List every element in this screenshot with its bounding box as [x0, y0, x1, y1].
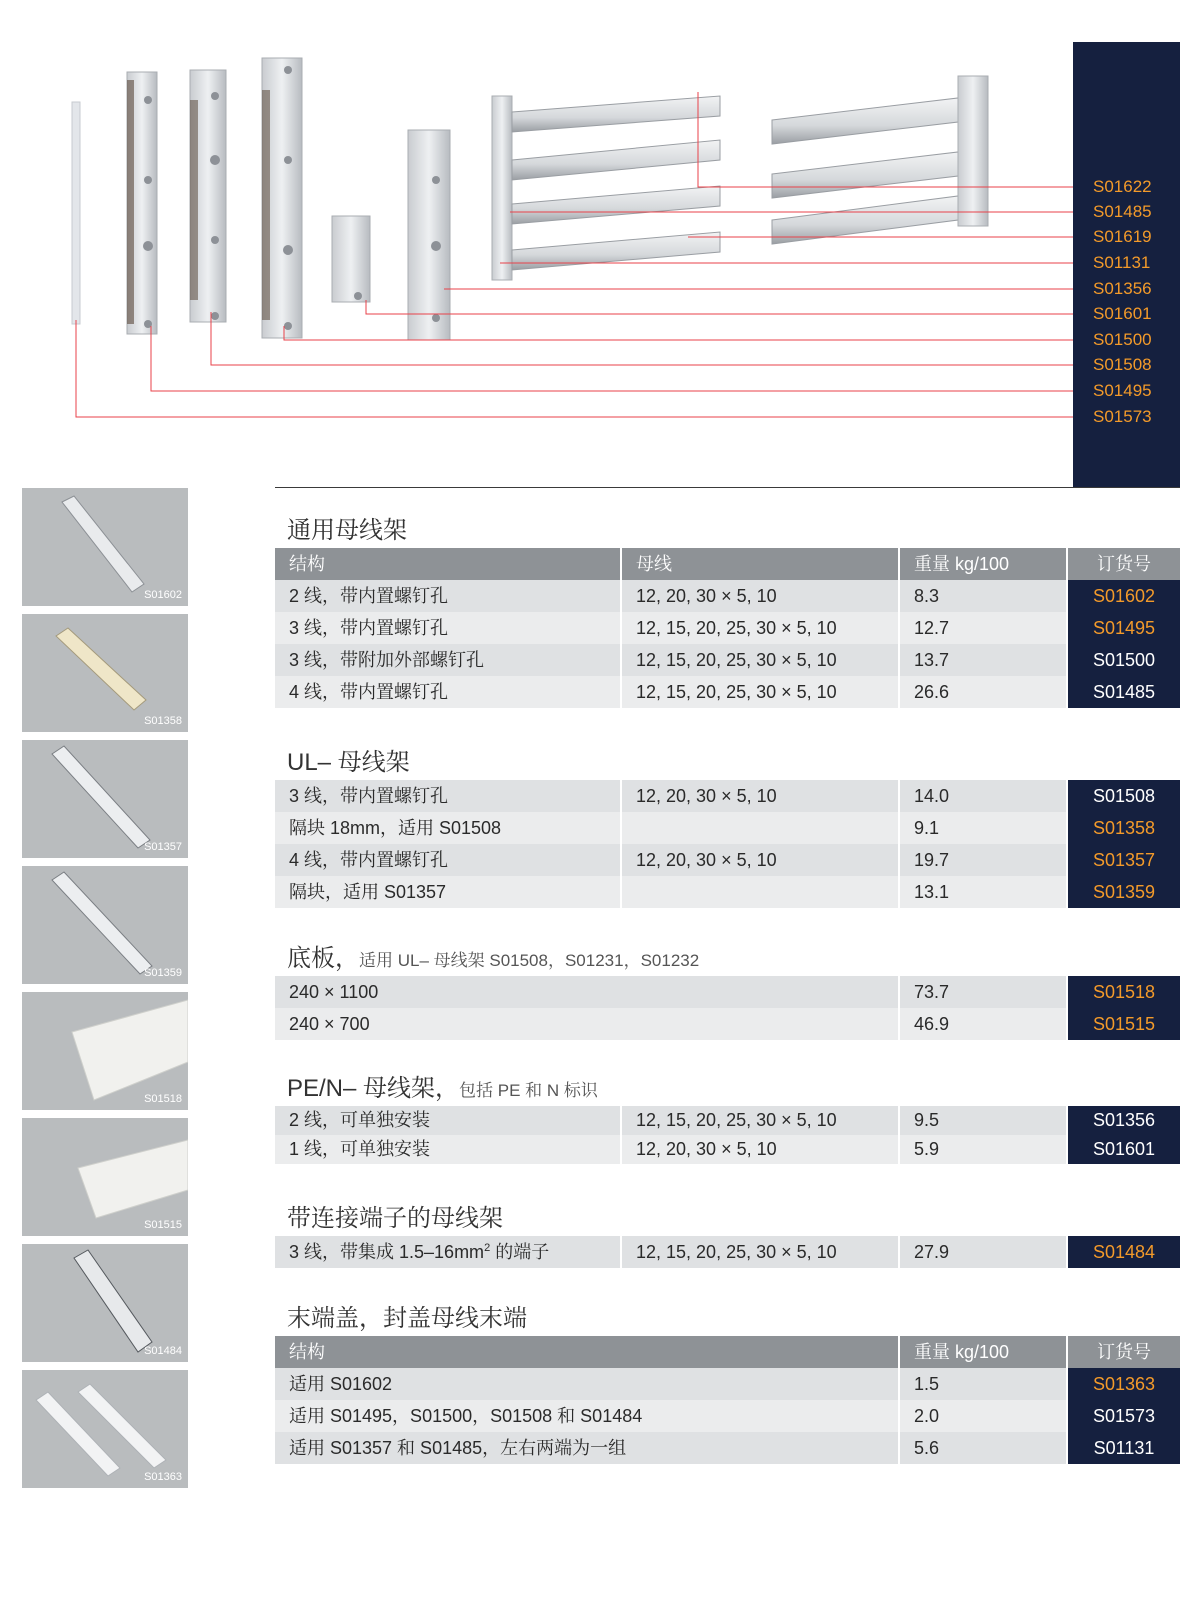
- cell-structure: 3 线，带附加外部螺钉孔: [275, 644, 622, 676]
- cell-order-no: S01357: [1068, 844, 1180, 876]
- table-row: [275, 876, 1180, 908]
- cell-busbar: 12, 15, 20, 25, 30 × 5, 10: [622, 1106, 900, 1135]
- cell-busbar: [622, 876, 900, 908]
- cell-order-no: S01495: [1068, 612, 1180, 644]
- cell-weight: 13.1: [900, 876, 1068, 908]
- callout-label: S01573: [1093, 407, 1152, 426]
- callout-label: S01131: [1093, 253, 1151, 272]
- callout-label: S01619: [1093, 227, 1152, 246]
- cell-structure: 4 线，带内置螺钉孔: [275, 676, 622, 708]
- cell-weight: 14.0: [900, 780, 1068, 812]
- table-row: [275, 812, 1180, 844]
- cell-structure: 240 × 700: [275, 1008, 900, 1040]
- thumbnail-label: S01515: [144, 1219, 182, 1231]
- cell-structure: 适用 S01495，S01500，S01508 和 S01484: [275, 1400, 900, 1432]
- cell-weight: 2.0: [900, 1400, 1068, 1432]
- cell-order-no: S01484: [1068, 1236, 1180, 1268]
- callout-label: S01500: [1093, 330, 1152, 349]
- thumbnail-label: S01484: [144, 1345, 182, 1357]
- cell-order-no: S01515: [1068, 1008, 1180, 1040]
- header-structure: 结构: [275, 1336, 900, 1368]
- cell-structure: 240 × 1100: [275, 976, 900, 1008]
- header-busbar: 母线: [622, 548, 900, 580]
- cell-order-no: S01508: [1068, 780, 1180, 812]
- section-title-main: PE/N– 母线架，: [287, 1075, 460, 1102]
- section-end-cap: [275, 1302, 1180, 1464]
- cell-order-no: S01356: [1068, 1106, 1180, 1135]
- thumbnail-s01515: [22, 1118, 188, 1236]
- cell-structure: 隔块 18mm，适用 S01508: [275, 812, 622, 844]
- table-row: [275, 1008, 1180, 1040]
- cell-busbar: 12, 20, 30 × 5, 10: [622, 844, 900, 876]
- table-row: [275, 644, 1180, 676]
- section-ul: [275, 746, 1180, 908]
- cell-busbar: [622, 812, 900, 844]
- rail-6: [408, 130, 450, 340]
- superscript: 2: [484, 1242, 491, 1254]
- section-base-plate: [275, 942, 1180, 1040]
- cell-busbar: 12, 20, 30 × 5, 10: [622, 580, 900, 612]
- thumbnail-label: S01363: [144, 1471, 182, 1483]
- section-title: [275, 942, 1180, 976]
- cell-structure: 2 线，可单独安装: [275, 1106, 622, 1135]
- table-row: [275, 676, 1180, 708]
- table-row: [275, 1432, 1180, 1464]
- section-title: 带连接端子的母线架: [287, 1205, 503, 1232]
- table-header: [275, 548, 1180, 580]
- cell-weight: 27.9: [900, 1236, 1068, 1268]
- cell-order-no: S01518: [1068, 976, 1180, 1008]
- cell-weight: 5.9: [900, 1135, 1068, 1164]
- thumbnail-s01518: [22, 992, 188, 1110]
- cell-structure: 隔块，适用 S01357: [275, 876, 622, 908]
- cell-order-no: S01359: [1068, 876, 1180, 908]
- cell-order-no: S01131: [1068, 1432, 1180, 1464]
- cell-order-no: S01363: [1068, 1368, 1180, 1400]
- table-row: [275, 1368, 1180, 1400]
- callout-label: S01485: [1093, 202, 1152, 221]
- callout-label: S01508: [1093, 355, 1152, 374]
- section-title: [275, 1072, 1180, 1106]
- section-pen: [275, 1072, 1180, 1164]
- section-subtitle: 适用 UL– 母线架 S01508，S01231，S01232: [359, 951, 700, 970]
- cell-weight: 8.3: [900, 580, 1068, 612]
- cell-weight: 9.5: [900, 1106, 1068, 1135]
- cell-busbar: 12, 15, 20, 25, 30 × 5, 10: [622, 612, 900, 644]
- cell-structure: 适用 S01602: [275, 1368, 900, 1400]
- cell-order-no: S01601: [1068, 1135, 1180, 1164]
- cell-structure: [275, 1236, 622, 1268]
- thumbnail-label: S01359: [144, 967, 182, 979]
- cell-busbar: 12, 20, 30 × 5, 10: [622, 1135, 900, 1164]
- table-row: [275, 844, 1180, 876]
- section-general: [275, 514, 1180, 708]
- table-header: [275, 1336, 1180, 1368]
- product-diagram: [0, 0, 1200, 500]
- table-row: [275, 976, 1180, 1008]
- thumbnail-s01357: [22, 740, 188, 858]
- cell-weight: 5.6: [900, 1432, 1068, 1464]
- table-row: [275, 780, 1180, 812]
- structure-text-end: 的端子: [490, 1242, 550, 1262]
- callout-label: S01601: [1093, 304, 1152, 323]
- divider: [275, 487, 1180, 488]
- cell-structure: 2 线，带内置螺钉孔: [275, 580, 622, 612]
- cell-weight: 46.9: [900, 1008, 1068, 1040]
- rail-5: [332, 216, 370, 302]
- section-title: UL– 母线架: [287, 749, 410, 776]
- thumbnail-label: S01358: [144, 715, 182, 727]
- busbar-holder-left: [492, 96, 512, 280]
- thumbnail-s01484: [22, 1244, 188, 1362]
- cell-busbar: 12, 15, 20, 25, 30 × 5, 10: [622, 1236, 900, 1268]
- table-row: [275, 612, 1180, 644]
- cell-weight: 9.1: [900, 812, 1068, 844]
- thumbnail-s01602: [22, 488, 188, 606]
- section-subtitle: 包括 PE 和 N 标识: [459, 1081, 598, 1100]
- table-row: [275, 1236, 1180, 1268]
- structure-text: 3 线，带集成 1.5–16mm: [289, 1242, 485, 1262]
- rail-1: [72, 102, 80, 324]
- table-row: [275, 580, 1180, 612]
- section-terminal: [275, 1202, 1180, 1268]
- header-order-no: 订货号: [1068, 548, 1180, 580]
- cell-weight: 73.7: [900, 976, 1068, 1008]
- cell-order-no: S01358: [1068, 812, 1180, 844]
- thumbnail-s01359: [22, 866, 188, 984]
- busbar-holder-right: [958, 76, 988, 226]
- table-row: [275, 1400, 1180, 1432]
- header-weight: 重量 kg/100: [900, 548, 1068, 580]
- thumbnail-label: S01518: [144, 1093, 182, 1105]
- cell-order-no: S01485: [1068, 676, 1180, 708]
- header-order-no: 订货号: [1068, 1336, 1180, 1368]
- section-title: 通用母线架: [287, 517, 407, 544]
- callout-label: S01495: [1093, 381, 1152, 400]
- cell-structure: 4 线，带内置螺钉孔: [275, 844, 622, 876]
- cell-busbar: 12, 15, 20, 25, 30 × 5, 10: [622, 676, 900, 708]
- callout-label: S01622: [1093, 177, 1152, 196]
- cell-weight: 19.7: [900, 844, 1068, 876]
- cell-structure: 3 线，带内置螺钉孔: [275, 612, 622, 644]
- cell-order-no: S01602: [1068, 580, 1180, 612]
- thumbnail-label: S01602: [144, 589, 182, 601]
- cell-structure: 3 线，带内置螺钉孔: [275, 780, 622, 812]
- section-title-main: 底板，: [287, 945, 359, 972]
- header-weight: 重量 kg/100: [900, 1336, 1068, 1368]
- cell-weight: 13.7: [900, 644, 1068, 676]
- table-row: [275, 1135, 1180, 1164]
- cell-weight: 12.7: [900, 612, 1068, 644]
- thumbnail-label: S01357: [144, 841, 182, 853]
- cell-busbar: 12, 15, 20, 25, 30 × 5, 10: [622, 644, 900, 676]
- cell-order-no: S01500: [1068, 644, 1180, 676]
- callout-label: S01356: [1093, 279, 1152, 298]
- cell-structure: 1 线，可单独安装: [275, 1135, 622, 1164]
- header-structure: 结构: [275, 548, 622, 580]
- cell-busbar: 12, 20, 30 × 5, 10: [622, 780, 900, 812]
- thumbnail-s01358: [22, 614, 188, 732]
- cell-weight: 26.6: [900, 676, 1068, 708]
- thumbnail-s01363: [22, 1370, 188, 1488]
- cell-weight: 1.5: [900, 1368, 1068, 1400]
- cell-order-no: S01573: [1068, 1400, 1180, 1432]
- section-title: 末端盖，封盖母线末端: [287, 1305, 527, 1332]
- table-row: [275, 1106, 1180, 1135]
- cell-structure: 适用 S01357 和 S01485，左右两端为一组: [275, 1432, 900, 1464]
